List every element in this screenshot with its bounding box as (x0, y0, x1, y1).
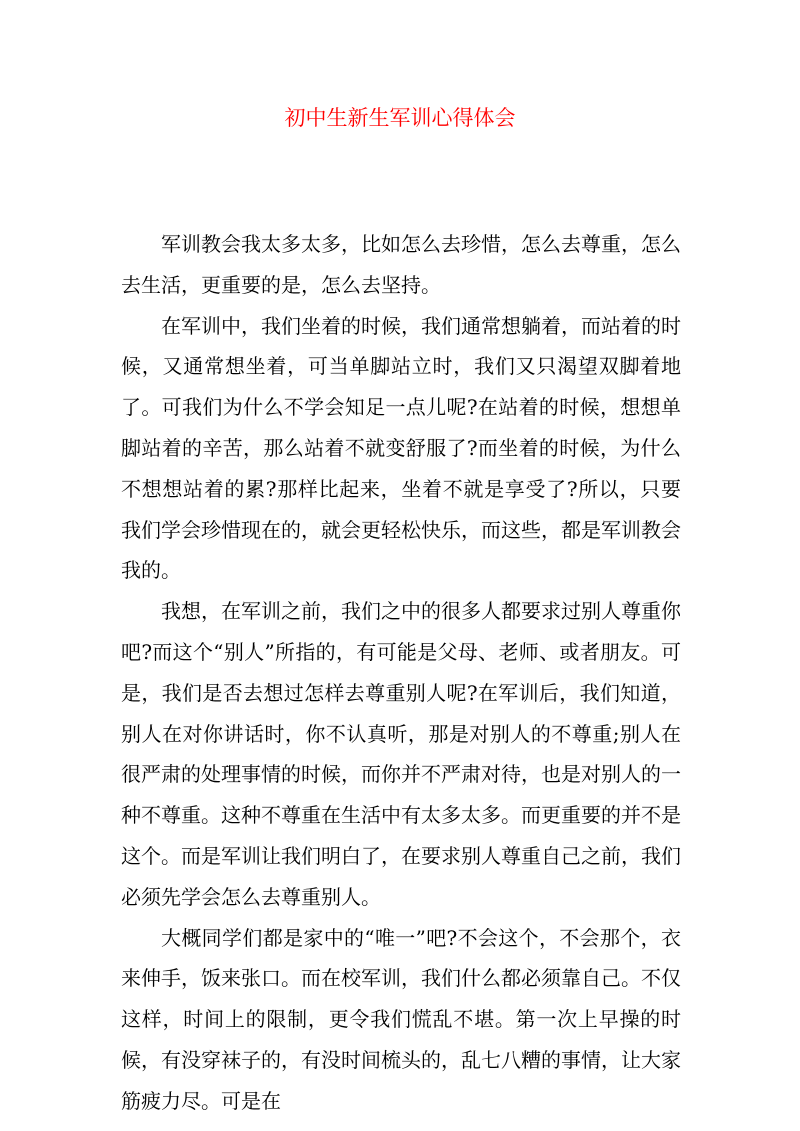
page-title: 初中生新生军训心得体会 (284, 106, 516, 130)
paragraph-2: 在军训中，我们坐着的时候，我们通常想躺着，而站着的时候，又通常想坐着，可当单脚站立时，我们又只渴望双脚着地了。可我们为什么不学会知足一点儿呢?在站着的时候，想想单脚站着的辛苦，那么站着不就变舒服了?而坐着的时候，为什么不想想站着的累?那样比起来，坐着不就是享受了?所以，只要我们学会珍惜现在的，就会更轻松快乐，而这些，都是军训教会我的。 (121, 313, 681, 583)
paragraph-4: 大概同学们都是家中的“唯一”吧?不会这个，不会那个，衣来伸手，饭来张口。而在校军训，我们什么都必须靠自己。不仅这样，时间上的限制，更令我们慌乱不堪。第一次上早操的时候，有没穿袜子的，有没时间梳头的，乱七八糟的事情，让大家筋疲力尽。可是在 (121, 925, 681, 1113)
paragraph-3: 我想，在军训之前，我们之中的很多人都要求过别人尊重你吧?而这个“别人”所指的，有可能是父母、老师、或者朋友。可是，我们是否去想过怎样去尊重别人呢?在军训后，我们知道，别人在对你讲话时，你不认真听，那是对别人的不尊重;别人在很严肃的处理事情的时候，而你并不严肃对待，也是对别人的一种不尊重。这种不尊重在生活中有太多太多。而更重要的并不是这个。而是军训让我们明白了，在要求别人尊重自己之前，我们必须先学会怎么去尊重别人。 (121, 599, 681, 909)
document-body (121, 224, 681, 1122)
paragraph-1: 军训教会我太多太多，比如怎么去珍惜，怎么去尊重，怎么去生活，更重要的是，怎么去坚持。 (121, 232, 681, 297)
